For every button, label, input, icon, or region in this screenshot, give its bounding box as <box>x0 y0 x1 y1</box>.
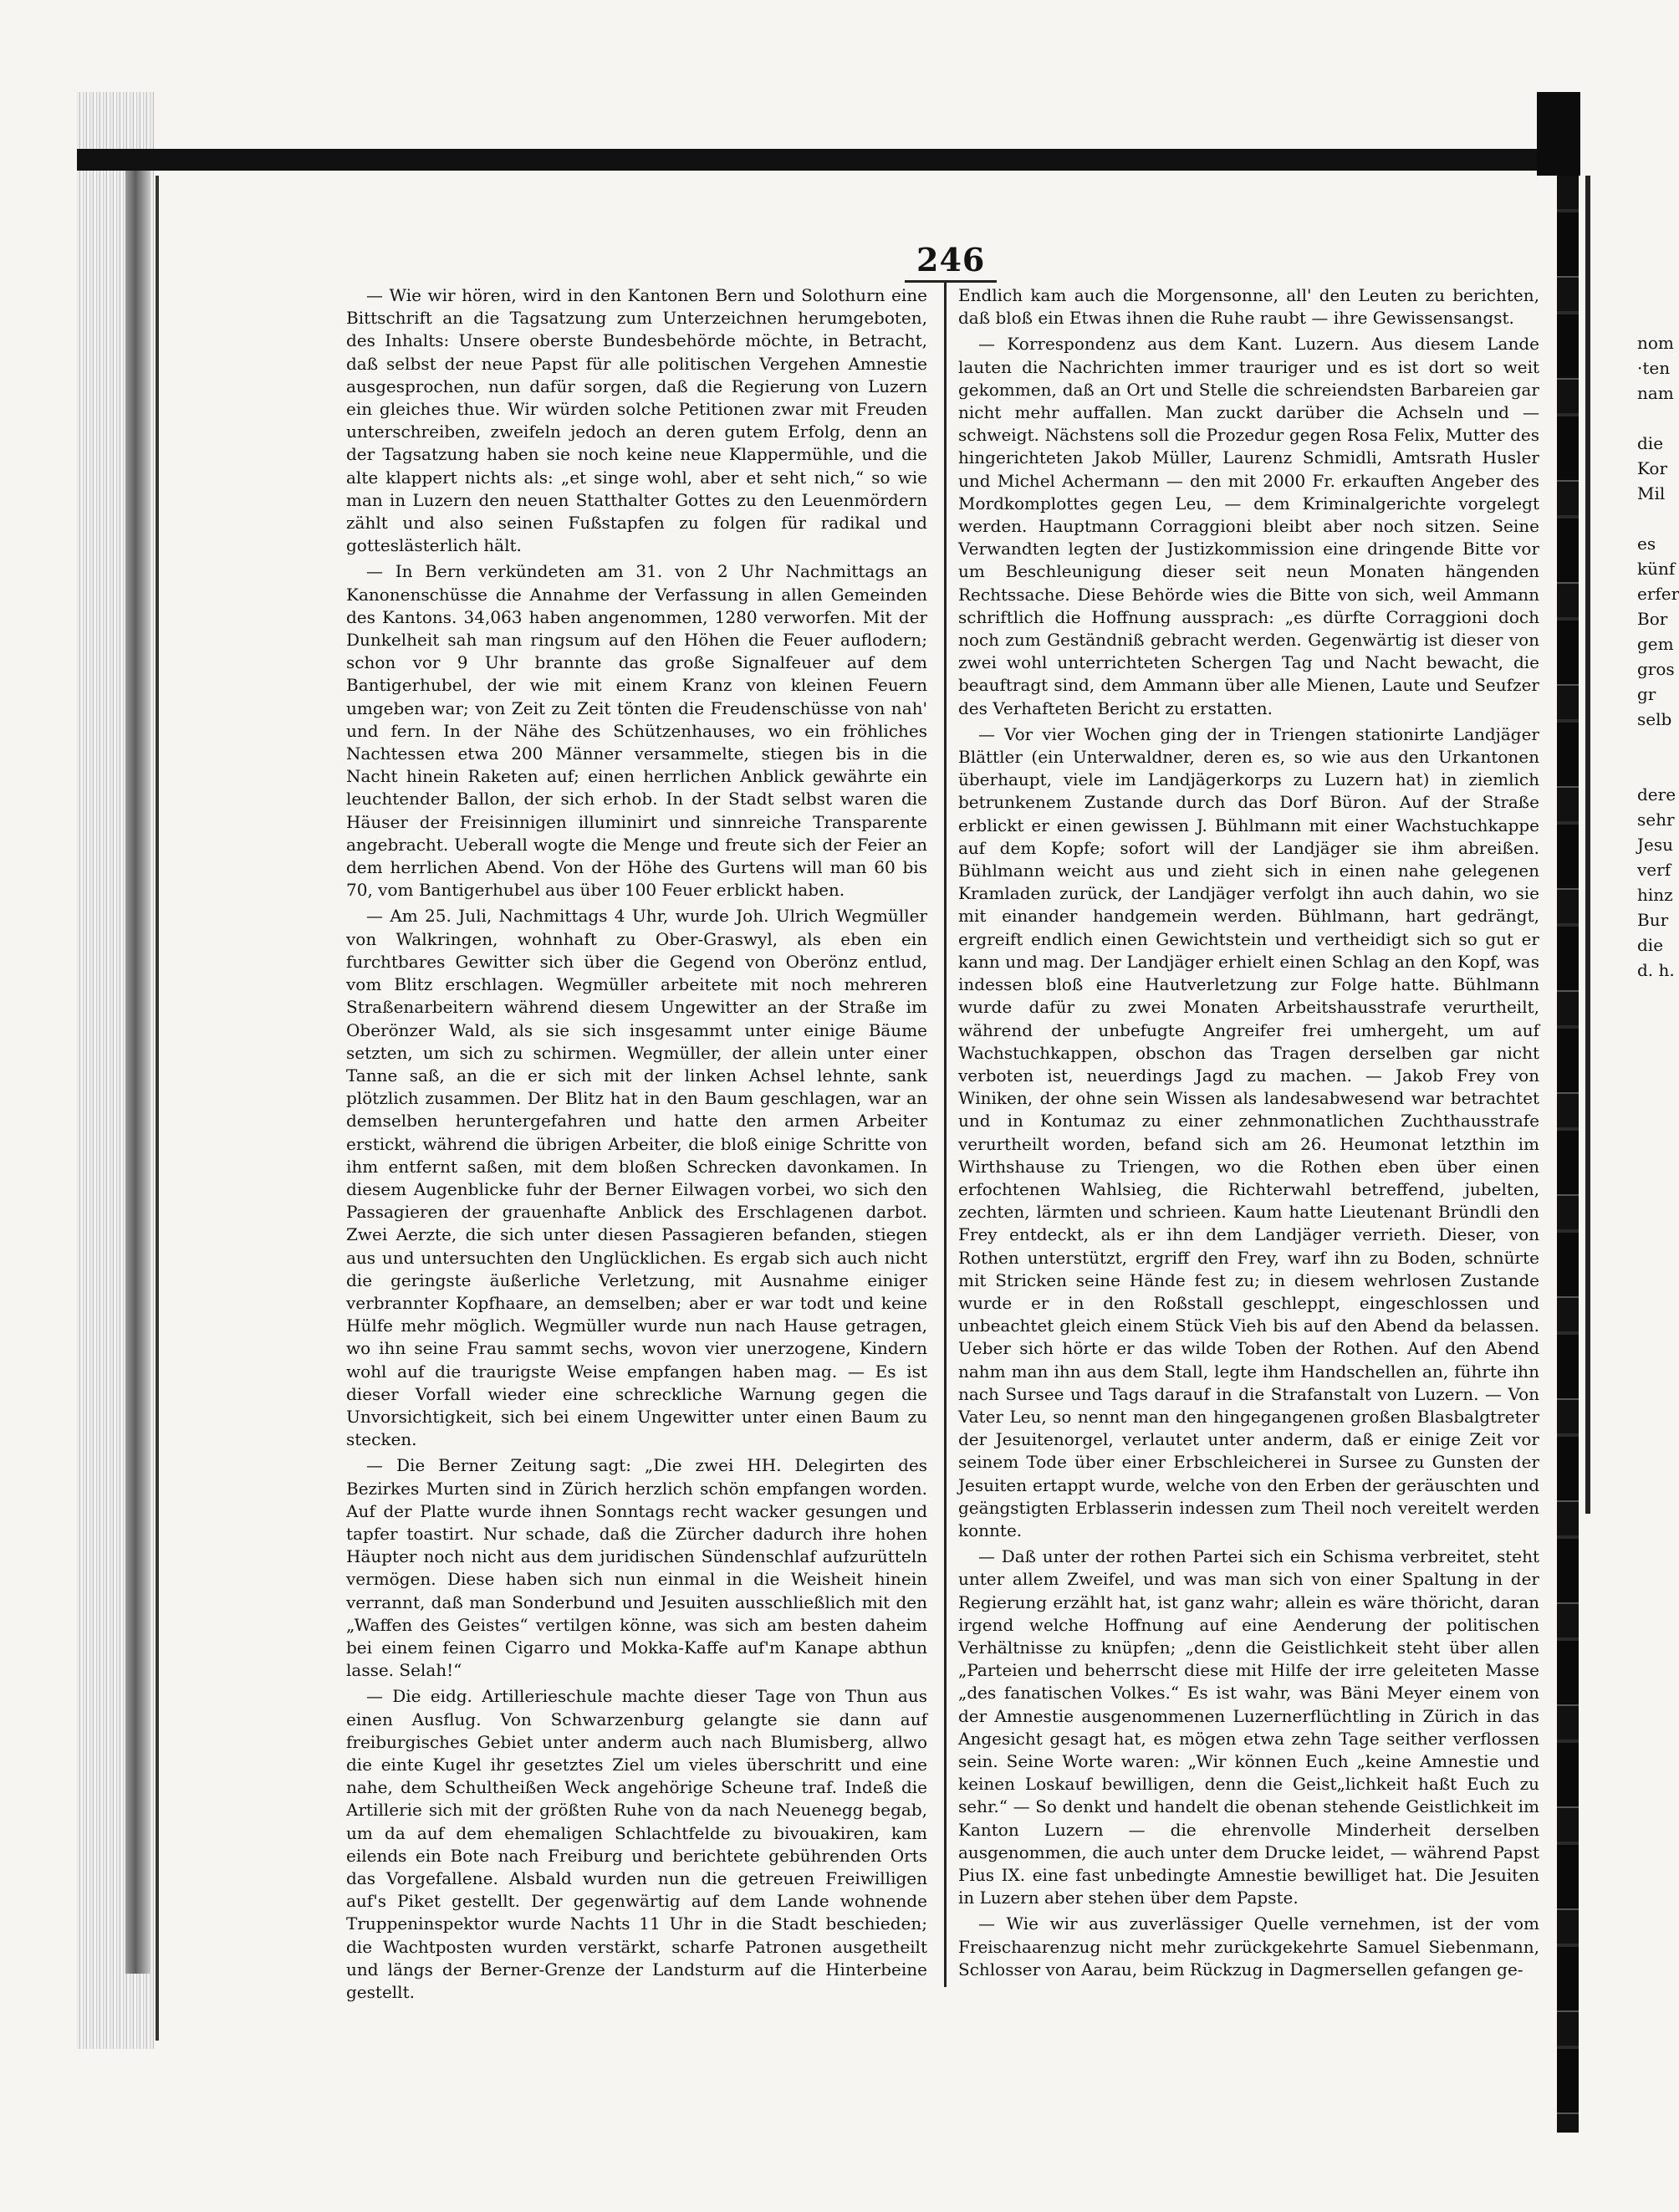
fragment-line <box>1637 757 1672 782</box>
fragment-line: verf <box>1637 860 1671 880</box>
fragment-line: dere <box>1637 784 1676 805</box>
fragment-line: Jesu <box>1637 835 1673 855</box>
adjacent-page-fragment <box>1637 330 1679 983</box>
fragment-line: gr <box>1637 684 1656 704</box>
fragment-line: gem <box>1637 634 1674 654</box>
page-inner-margin-rule <box>156 176 159 2041</box>
article-paragraph: — Korrespondenz aus dem Kant. Luzern. Aus diesem Lande lauten die Nachrichten immer trauriger und es ist dort so weit gekommen, daß an Ort und Stelle die schreiendsten Barbareien gar nicht mehr auffallen. Man zuckt darüber die Achseln und — schweigt. Nächstens soll die Prozedur gegen Rosa Felix, Mutter des hingerichteten Jakob Müller, Laurenz Schmidli, Amtsrath Husler und Michel Achermann — den mit 2000 Fr. erkauften Angeber des Mordkomplottes gegen Leu, — dem Kriminalgerichte vorgelegt werden. Hauptmann Corraggioni bleibt aber noch sitzen. Seine Verwandten legten der Justizkommission eine dringende Bitte vor um Beschleunigung dieser seit neun Monaten hängenden Rechtssache. Diese Behörde wies die Bitte von sich, weil Ammann schriftlich die Hoffnung aussprach: „es dürfte Corraggioni doch noch zum Geständniß gebracht werden. Gegenwärtig ist dieser von zwei wohl unterrichteten Schergen Tag und Nacht bewacht, die beauftragt sind, dem Ammann über alle Mienen, Laute und Seufzer des Verhafteten Bericht zu erstatten. <box>958 334 1539 718</box>
fragment-line: hinz <box>1637 885 1673 905</box>
fragment-line: künf <box>1637 559 1676 579</box>
article-paragraph: — In Bern verkündeten am 31. von 2 Uhr Nachmittags an Kanonenschüsse die Annahme der Verfassung in allen Gemeinden des Kantons. 34,063 haben angenommen, 1280 verworfen. Mit der Dunkelheit sah man ringsum auf den Höhen die Feuer auflodern; schon vor 9 Uhr brannte das große Signalfeuer auf dem Bantigerhubel, der wie mit einem Kranz von kleinen Feuern umgeben war; von Zeit zu Zeit tönten die Freudenschüsse von nah' und fern. In der Nähe des Schützenhauses, wo ein fröhliches Nachtessen etwa 200 Männer versammelte, stiegen bis in die Nacht hinein Raketen auf; einen herrlichen Anblick gewährte ein leuchtender Ballon, der sich erhob. In der Stadt selbst waren die Häuser der Freisinnigen illuminirt und sinnreiche Transparente angebracht. Ueberall wogte die Menge und freute sich der Feier an dem herrlichen Abend. Von der Höhe des Gurtens will man 60 bis 70, vom Bantigerhubel aus über 100 Feuer erblickt haben. <box>346 561 927 901</box>
column-divider <box>944 281 947 1987</box>
fragment-line <box>1637 506 1672 531</box>
page-corner-shadow <box>1537 92 1580 176</box>
fragment-line: es <box>1637 534 1656 554</box>
fragment-line: Mil <box>1637 483 1666 503</box>
fragment-line: ·ten <box>1637 358 1671 378</box>
fragment-line: sehr <box>1637 810 1675 830</box>
article-paragraph: — Wie wir aus zuverlässiger Quelle vernehmen, ist der vom Freischaarenzug nicht mehr zurückgekehrte Samuel Siebenmann, Schlosser von Aarau, beim Rückzug in Dagmersellen gefangen ge- <box>958 1913 1539 1980</box>
right-column <box>958 284 1539 1985</box>
fragment-line: die <box>1637 433 1664 453</box>
fragment-line: nam <box>1637 383 1674 403</box>
fragment-line: selb <box>1637 709 1672 729</box>
fragment-line: d. h. <box>1637 960 1675 980</box>
fragment-line: Kor <box>1637 458 1668 478</box>
fragment-line: Bur <box>1637 910 1669 930</box>
fragment-line <box>1637 732 1672 757</box>
article-paragraph: — Die eidg. Artillerieschule machte dieser Tage von Thun aus einen Ausflug. Von Schwarzenburg gelangte sie dann auf freiburgisches Gebiet unter anderm auch nach Blumisberg, allwo die einte Kugel ihr gesetztes Ziel um vieles überschritt und eine nahe, dem Schultheißen Weck angehörige Scheune traf. Indeß die Artillerie sich mit der größten Ruhe von da nach Neuenegg begab, um da auf dem ehemaligen Schlachtfelde zu bivouakiren, kam eilends ein Bote nach Freiburg und berichtete gebührenden Orts das Vorgefallene. Alsbald wurden nun die getreuen Freiwilligen auf's Piket gestellt. Der gegenwärtig auf dem Lande wohnende Truppeninspektor wurde Nachts 11 Uhr in die Stadt beschieden; die Wachtposten wurden verstärkt, scharfe Patronen ausgetheilt und längs der Berner-Grenze der Landsturm auf die Hinterbeine gestellt. <box>346 1686 927 2003</box>
article-paragraph: — Die Berner Zeitung sagt: „Die zwei HH. Delegirten des Bezirkes Murten sind in Zürich herzlich schön empfangen worden. Auf der Platte wurde ihnen Sonntags recht wacker gesungen und tapfer toastirt. Nur schade, daß die Zürcher dadurch ihre hohen Häupter noch nicht aus dem juridischen Sündenschlaf aufzurütteln vermögen. Diese haben sich nun einmal in die Weisheit hinein verrannt, daß man Sonderbund und Jesuiten ausschließlich mit den „Waffen des Geistes“ vertilgen könne, was sich am besten daheim bei einem feinen Cigarro und Mokka-Kaffe auf'm Kanape abthun lasse. Selah!“ <box>346 1455 927 1681</box>
page-right-edge <box>1557 176 1579 2133</box>
article-paragraph: — Daß unter der rothen Partei sich ein Schisma verbreitet, steht unter allem Zweifel, und was man sich von einer Spaltung in der Regierung erzählt hat, ist ganz wahr; allein es wäre thöricht, daran irgend welche Hoffnung auf eine Aenderung der politischen Verhältnisse zu knüpfen; „denn die Geistlichkeit steht über allen „Parteien und beherrscht diese mit Hilfe der irre geleiteten Masse „des fanatischen Volkes.“ Es ist wahr, was Bäni Meyer einem von der Amnestie ausgenommenen Luzernerflüchtling in Zürich in das Angesicht gesagt hat, es mögen etwa zehn Tage seither verflossen sein. Seine Worte waren: „Wir können Euch „keine Amnestie und keinen Loskauf bewilligen, denn die Geist„lichkeit haßt Euch zu sehr.“ — So denkt und handelt die obenan stehende Geistlichkeit im Kanton Luzern — die ehrenvolle Minderheit derselben ausgenommen, die auch unter dem Drucke leidet, — während Papst Pius IX. eine fast unbedingte Amnestie bewilliget hat. Die Jesuiten in Luzern aber stehen über dem Papste. <box>958 1546 1539 1908</box>
fragment-line: die <box>1637 935 1664 955</box>
fragment-line: nom <box>1637 333 1674 353</box>
page-right-edge-line <box>1585 176 1590 1514</box>
article-paragraph: — Wie wir hören, wird in den Kantonen Bern und Solothurn eine Bittschrift an die Tagsatzung zum Unterzeichnen herumgeboten, des Inhalts: Unsere oberste Bundesbehörde möchte, in Betracht, daß selbst der neue Papst für alle politischen Vergehen Amnestie ausgesprochen, nun dafür sorgen, daß die Regierung von Luzern ein gleiches thue. Wir würden solche Petitionen zwar mit Freuden unterschreiben, zweifeln jedoch an deren gutem Erfolg, denn an der Tagsatzung haben sie noch keine neue Klappermühle, und die alte klappert nichts als: „et singe wohl, aber et seht nich,“ so wie man in Luzern den neuen Statthalter Gottes zu den Leuenmördern zählt und also seinen Fußstapfen zu folgen für radikal und gotteslästerlich hält. <box>346 285 927 556</box>
scan-gutter-shadow <box>125 159 151 1974</box>
fragment-line: gros <box>1637 659 1675 679</box>
page-number: 246 <box>905 241 997 283</box>
article-paragraph: — Vor vier Wochen ging der in Triengen stationirte Landjäger Blättler (ein Unterwaldner, deren es, so wie aus den Urkantonen überhaupt, viele im Landjägerkorps zu Luzern hat) in ziemlich betrunkenem Zustande durch das Dorf Büron. Auf der Straße erblickt er einen gewissen J. Bühlmann mit einer Wachstuchkappe auf dem Kopfe; sofort will der Landjäger sie ihm abreißen. Bühlmann weicht aus und zieht sich in einen nahe gelegenen Kramladen zurück, der Landjäger verfolgt ihn auch dahin, wo sie mit einander handgemein werden. Bühlmann, hart gedrängt, ergreift endlich einen Gewichtstein und vertheidigt sich so gut er kann und mag. Der Landjäger erhielt einen Schlag an den Kopf, was indessen bloß eine Hautverletzung zur Folge hatte. Bühlmann wurde dafür zu zwei Monaten Arbeitshausstrafe verurtheilt, während der unbefugte Angreifer frei umhergeht, um auf Wachstuchkappen, obschon das Tragen derselben gar nicht verboten ist, neuerdings Jagd zu machen. — Jakob Frey von Winiken, der ohne sein Wissen als landesabwesend war betrachtet und in Kontumaz zu einer zehnmonatlichen Zuchthausstrafe verurtheilt worden, befand sich am 26. Heumonat letzthin im Wirthshause zu Triengen, wo die Rothen eben über einen erfochtenen Wahlsieg, die Richterwahl betreffend, jubelten, zechten, lärmten und schrieen. Kaum hatte Lieutenant Bründli den Frey entdeckt, als er ihn dem Landjäger verrieth. Dieser, von Rothen unterstützt, ergriff den Frey, warf ihn zu Boden, schnürte mit Stricken seine Hände fest zu; in diesem wehrlosen Zustande wurde er in den Roßstall geschleppt, eingeschlossen und unbeachtet gleich einem Stück Vieh bis auf den Abend da belassen. Ueber sich hörte er das wilde Toben der Rothen. Auf den Abend nahm man ihn aus dem Stall, legte ihm Handschellen an, führte ihn nach Sursee und Tags darauf in die Strafanstalt von Luzern. — Von Vater Leu, so nennt man den hingegangenen großen Blasbalgtreter der Jesuitenorgel, verlautet unter anderm, daß er einige Zeit vor seinem Tode über einer Erbschleicherei in Sursee zu Gunsten der Jesuiten ertappt wurde, welche von den Erben der geräuschten und geängstigten Erblasserin indessen zum Theil noch vereitelt werden konnte. <box>958 723 1539 1540</box>
fragment-line: erfer <box>1637 584 1679 604</box>
left-column <box>346 284 927 2007</box>
article-paragraph: — Am 25. Juli, Nachmittags 4 Uhr, wurde Joh. Ulrich Wegmüller von Walkringen, wohnhaft zu Ober-Graswyl, als eben ein furchtbares Gewitter sich über die Gegend von Oberönz entlud, vom Blitz erschlagen. Wegmüller arbeitete mit noch mehreren Straßenarbeitern während diesem Ungewitter an der Straße im Oberönzer Wald, als sie sich insgesammt unter einige Bäume setzten, um sich zu schirmen. Wegmüller, der allein unter einer Tanne saß, an die er sich mit der linken Achsel lehnte, sank plötzlich zusammen. Der Blitz hat in den Baum geschlagen, war an demselben heruntergefahren und hatte den armen Arbeiter erstickt, während die übrigen Arbeiter, die bloß einige Schritte von ihm entfernt saßen, mit dem bloßen Schrecken davonkamen. In diesem Augenblicke fuhr der Berner Eilwagen vorbei, wo sich den Passagieren der grauenhafte Anblick des Erschlagenen darbot. Zwei Aerzte, die sich unter diesen Passagieren befanden, stiegen aus und untersuchten den Unglücklichen. Es ergab sich auch nicht die geringste äußerliche Verletzung, mit Ausnahme einiger verbrannter Kopfhaare, an demselben; aber er war todt und keine Hülfe mehr möglich. Wegmüller wurde nun nach Hause getragen, wo ihn seine Frau sammt sechs, wovon vier unerzogene, Kindern wohl auf die traurigste Weise empfangen haben mag. — Es ist dieser Vorfall wieder eine schreckliche Warnung gegen die Unvorsichtigkeit, sich bei einem Ungewitter unter einen Baum zu stecken. <box>346 906 927 1450</box>
article-paragraph: Endlich kam auch die Morgensonne, all' den Leuten zu berichten, daß bloß ein Etwas ihnen die Ruhe raubt — ihre Gewissensangst. <box>958 285 1539 329</box>
page-top-border <box>77 149 1557 171</box>
fragment-line: Bor <box>1637 609 1668 629</box>
fragment-line <box>1637 406 1672 431</box>
